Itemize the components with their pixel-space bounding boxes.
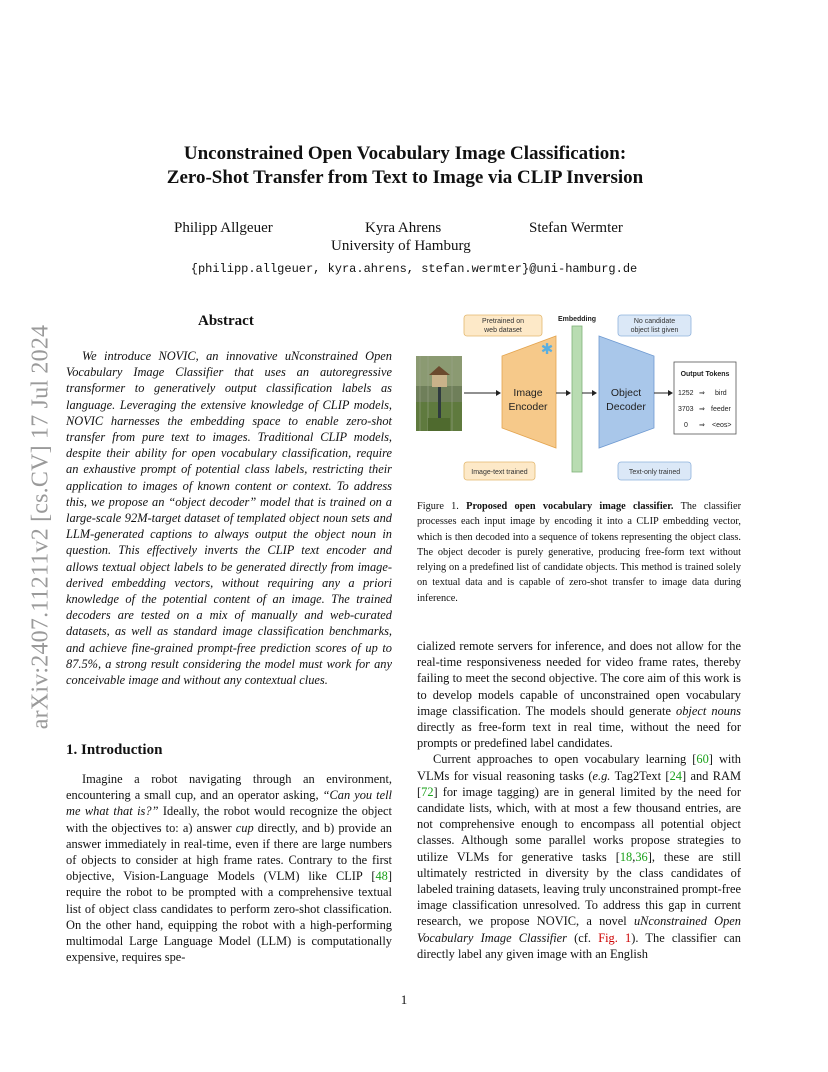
author-1: Philipp Allgeuer — [174, 220, 273, 236]
token-id-3: 0 — [684, 422, 688, 429]
figure-1-diagram — [416, 310, 746, 490]
intro-paragraph-1: Imagine a robot navigating through an environment, encountering a small cup, and an operator asking, “Can you tell me what that is?” Ideally, the robot would recognize the object with the objectives to: a) answer cup directly, and b) provide an answer immediately in real-time, even if there are large numbers of objects to consider at high frame rates. Contrary to the first objective, Vision-Language Models (VLM) like CLIP [48] require the robot to be prompted with a comprehensive textual list of object class candidates to perform zero-shot classification. On the other hand, equipping the robot with a high-performing multimodal Large Language Model (LLM) is computationally expensive, requires spe- — [66, 772, 392, 965]
token-arrow-1: ⇒ — [699, 390, 705, 397]
input-image — [416, 356, 462, 431]
no-candidate-label-1: No candidate — [633, 318, 676, 325]
token-word-2: feeder — [711, 406, 731, 413]
affiliation: University of Hamburg — [331, 238, 471, 254]
image-encoder-label-2: Encoder — [508, 401, 548, 413]
frozen-star-icon: ✱ — [540, 341, 554, 358]
caption-bold: Proposed open vocabulary image classifier. — [466, 501, 674, 512]
arxiv-stamp — [24, 296, 58, 758]
token-arrow-3: ⇒ — [699, 422, 705, 429]
output-tokens-title: Output Tokens — [680, 371, 730, 378]
title-line-1: Unconstrained Open Vocabulary Image Classification: — [183, 143, 627, 164]
section-heading-introduction: 1. Introduction — [66, 742, 163, 758]
author-2: Kyra Ahrens — [365, 220, 442, 236]
token-arrow-2: ⇒ — [699, 406, 705, 413]
caption-text: The classifier processes each input image by encoding it into a CLIP embedding vector, which is then decoded into a sequence of tokens representing the object class. The object decoder is purely generative, producing free-form text without relying on a predefined list of candidate objects. This method is trained solely on textual data and is capable of zero-shot transfer to image data during inference. — [417, 501, 742, 604]
title-line-2: Zero-Shot Transfer from Text to Image via CLIP Inversion — [166, 167, 644, 188]
pretrained-label-2: web dataset — [484, 327, 522, 334]
object-decoder-label-2: Decoder — [606, 401, 646, 413]
abstract-heading: Abstract — [198, 313, 254, 329]
abstract-body: We introduce NOVIC, an innovative uNconstrained Open Vocabulary Image Classifier that uses an autoregressive transformer to generatively output classification labels as language. Leveraging the extensive knowledge of CLIP models, NOVIC harnesses the embedding space to enable zero-shot transfer from pure text to images. Traditional CLIP models, despite their ability for open vocabulary classification, require an exhaustive prompt of potential class labels, restricting their application to images of known content or context. To address this, we propose an “object decoder” model that is trained on a large-scale 92M-target dataset of templated object noun sets and LLM-generated captions to always output the object noun in question. This effectively inverts the CLIP text encoder and allows textual object labels to be generated directly from image-derived embedding vectors, without requiring any a priori knowledge of the potential content of an image. The trained decoders are tested on a mix of manually and web-curated datasets, as well as standard image classification benchmarks, and achieve fine-grained prompt-free prediction scores of up to 87.5%, a strong result considering the model must work for any conceivable image and without any contextual clues. — [66, 349, 392, 688]
intro-paragraph-2: Current approaches to open vocabulary learning [60] with VLMs for visual reasoning tasks (e.g. Tag2Text [24] and RAM [72] for image tagging) are in general limited by the need for candidate lists, which, with at most a few thousand entries, are not comprehensive enough to encompass all potential object classes. Although some parallel works propose strategies to utilize VLMs for generative tasks [18,36], these are still ultimately restricted in diversity by the class candidates of labeled training datasets, leaving truly unconstrained prompt-free image classification unresolved. To address this gap in current research, we propose NOVIC, a novel uNconstrained Open Vocabulary Image Classifier (cf. Fig. 1). The classifier can directly label any given image with an English — [417, 752, 742, 961]
intro-paragraph-1-cont: cialized remote servers for inference, and does not allow for the real-time responsiveness needed for video frame rates, thereby failing to meet the second objective. The core aim of this work is to develop models capable of unconstrained open vocabulary image classification. The models should generate object nouns directly as free-form text in real time, without the need for prompts or predefined label candidates. — [417, 639, 741, 751]
intro-right-column — [417, 638, 741, 962]
embedding-vector — [572, 326, 582, 472]
image-encoder-label-1: Image — [513, 387, 543, 399]
arxiv-id: arXiv:2407.11211v2 [cs.CV] 17 Jul 2024 — [27, 324, 54, 730]
author-emails: {philipp.allgeuer, kyra.ahrens, stefan.wermter}@uni-hamburg.de — [190, 262, 638, 276]
token-word-1: bird — [715, 390, 727, 397]
paper-title — [100, 142, 710, 190]
token-id-2: 3703 — [678, 406, 694, 413]
image-text-trained-label: Image-text trained — [471, 469, 528, 476]
page-number: 1 — [400, 992, 408, 1007]
author-3: Stefan Wermter — [529, 220, 623, 236]
token-id-1: 1252 — [678, 390, 694, 397]
embedding-label: Embedding — [557, 316, 597, 323]
object-decoder-label-1: Object — [610, 387, 642, 399]
pretrained-label-1: Pretrained on — [481, 318, 525, 325]
no-candidate-label-2: object list given — [630, 327, 679, 334]
caption-prefix: Figure 1. — [417, 501, 459, 512]
intro-left-column — [66, 771, 392, 965]
token-word-3: <eos> — [712, 422, 732, 429]
figure-1-caption — [417, 499, 741, 606]
text-only-trained-label: Text-only trained — [628, 469, 681, 476]
